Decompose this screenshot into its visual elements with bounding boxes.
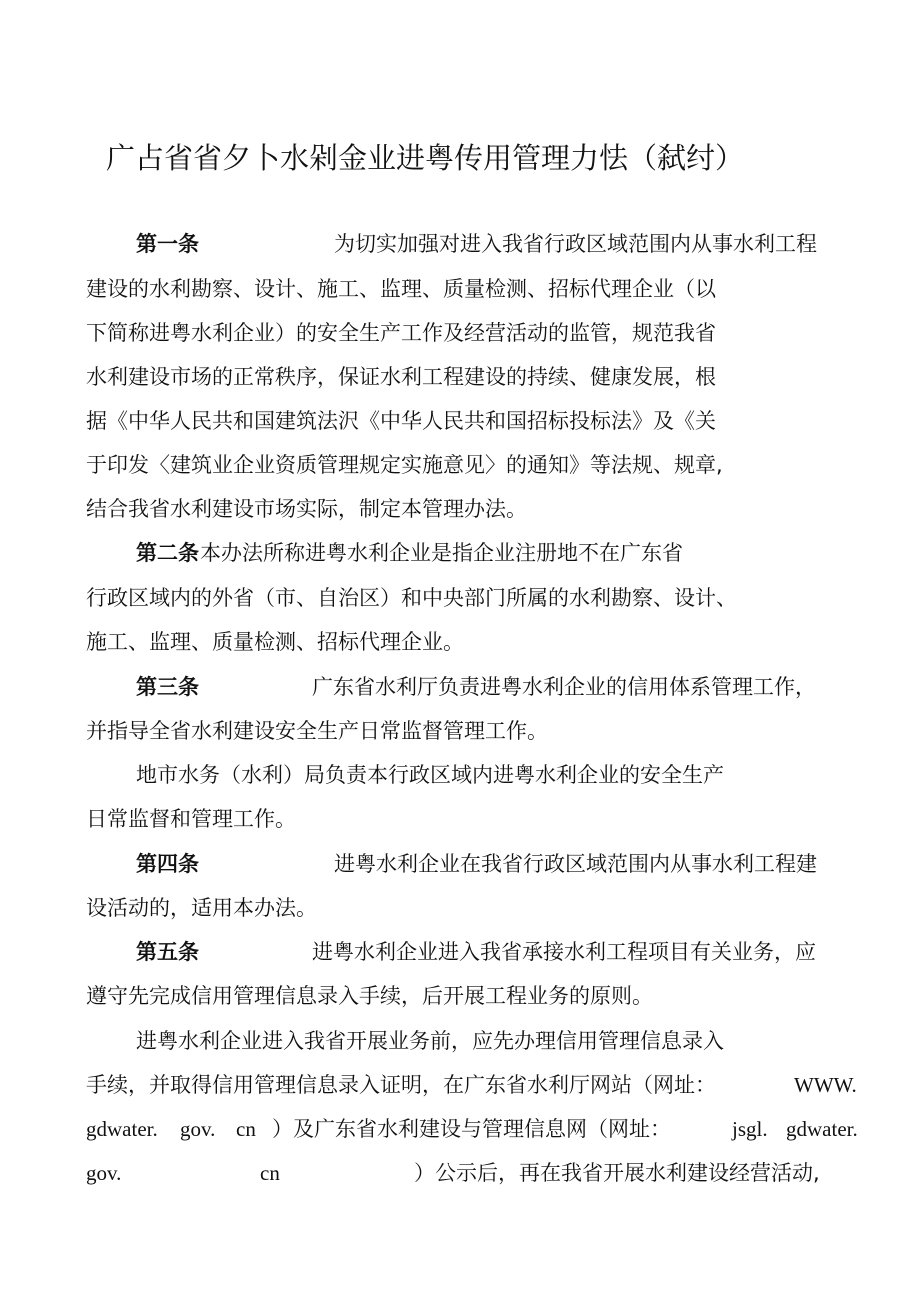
article-3-line-1: 广东省水利厅负责进粤水利企业的信用体系管理工作， (312, 675, 816, 699)
article-5-line-2: 遵守先完成信用管理信息录入手续，后开展工程业务的原则。 (86, 984, 653, 1008)
url-gdwater-fragment-2: gdwater. (786, 1117, 858, 1141)
article-3-para2-line-2: 日常监督和管理工作。 (86, 807, 296, 831)
url-www-fragment: WWW. (794, 1073, 857, 1097)
url-cn-fragment: cn (236, 1117, 256, 1141)
article-5-para2-line-3: ）及广东省水利建设与管理信息网（网址： (272, 1117, 671, 1141)
article-3-para2-line-1: 地市水务（水利）局负责本行政区域内进粤水利企业的安全生产 (136, 763, 724, 787)
article-2-line-1: 本办法所称进粤水利企业是指企业注册地不在广东省 (200, 541, 683, 565)
article-5-label: 第五条 (136, 940, 199, 964)
article-1-line-6: 于印发〈建筑业企业资质管理规定实施意见〉的通知》等法规、规章, (86, 453, 723, 477)
article-5-line-1: 进粤水利企业进入我省承接水利工程项目有关业务，应 (312, 940, 816, 964)
article-2-label: 第二条 (136, 541, 199, 565)
url-gov-fragment-2: gov. (86, 1161, 122, 1185)
article-2-line-3: 施工、监理、质量检测、招标代理企业。 (86, 630, 464, 654)
article-1-line-7: 结合我省水利建设市场实际，制定本管理办法。 (86, 497, 527, 521)
article-1-line-2: 建设的水利勘察、设计、施工、监理、质量检测、招标代理企业（以 (86, 277, 716, 301)
article-1-label: 第一条 (136, 232, 199, 256)
article-5-para2-line-1: 进粤水利企业进入我省开展业务前，应先办理信用管理信息录入 (136, 1029, 724, 1053)
article-4-line-1: 进粤水利企业在我省行政区域范围内从事水利工程建 (334, 852, 817, 876)
article-3-label: 第三条 (136, 675, 199, 699)
article-1-line-3: 下简称进粤水利企业）的安全生产工作及经营活动的监管，规范我省 (86, 321, 716, 345)
article-2-line-2: 行政区域内的外省（市、自治区）和中央部门所属的水利勘察、设计、 (86, 586, 737, 610)
article-4-label: 第四条 (136, 852, 199, 876)
url-cn-fragment-2: cn (260, 1161, 280, 1185)
article-3-line-2: 并指导全省水利建设安全生产日常监督管理工作。 (86, 719, 548, 743)
article-1-line-4: 水利建设市场的正常秩序，保证水利工程建设的持续、健康发展，根 (86, 365, 716, 389)
url-gdwater-fragment: gdwater. (86, 1117, 158, 1141)
url-jsgl-fragment: jsgl. (732, 1117, 768, 1141)
article-4-line-2: 设活动的，适用本办法。 (86, 896, 317, 920)
url-gov-fragment: gov. (180, 1117, 216, 1141)
article-1-line-1: 为切实加强对进入我省行政区域范围内从事水利工程 (334, 232, 817, 256)
article-1-line-5: 据《中华人民共和国建筑法沢《中华人民共和国招标投标法》及《关 (86, 409, 716, 433)
article-5-para2-line-2: 手续，并取得信用管理信息录入证明，在广东省水利厅网站（网址： (86, 1073, 716, 1097)
page-title: 广占省省夕卜水剁金业进粤传用管理力怯（弑纣） (106, 141, 745, 175)
article-5-para2-line-4: ）公示后，再在我省开展水利建设经营活动, (414, 1161, 820, 1185)
